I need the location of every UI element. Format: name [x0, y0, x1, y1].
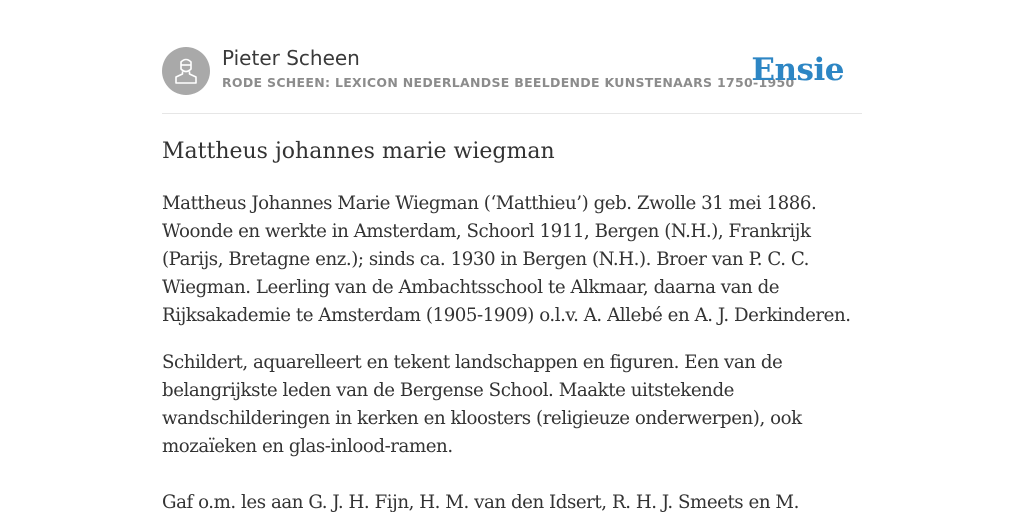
site-logo[interactable]: Ensie	[751, 52, 844, 88]
avatar[interactable]	[162, 47, 210, 95]
source-title[interactable]: RODE SCHEEN: LEXICON NEDERLANDSE BEELDENDE KUNSTENAARS 1750-1950	[222, 75, 795, 90]
author-name[interactable]: Pieter Scheen	[222, 46, 360, 70]
article-paragraph: Gaf o.m. les aan G. J. H. Fijn, H. M. van den Idsert, R. H. J. Smeets en M.	[162, 492, 799, 512]
user-icon	[172, 56, 200, 86]
article-title: Mattheus johannes marie wiegman	[162, 139, 555, 164]
article-header	[162, 46, 862, 114]
article-paragraph: Schildert, aquarelleert en tekent landschappen en figuren. Een van de belangrijkste leden van de Bergense School. Maakte uitstekende wandschilderingen in kerken en kloosters (religieuze onderwerpen), ook mozaïeken en glas-inlood-ramen.	[162, 352, 802, 457]
article-paragraph: Mattheus Johannes Marie Wiegman (‘Matthieu’) geb. Zwolle 31 mei 1886. Woonde en werkte in Amsterdam, Schoorl 1911, Bergen (N.H.), Frankrijk (Parijs, Bretagne enz.); sinds ca. 1930 in Bergen (N.H.). Broer van P. C. C. Wiegman. Leerling van de Ambachtsschool te Alkmaar, daarna van de Rijksakademie te Amsterdam (1905-1909) o.l.v. A. Allebé en A. J. Derkinderen.	[162, 193, 851, 326]
